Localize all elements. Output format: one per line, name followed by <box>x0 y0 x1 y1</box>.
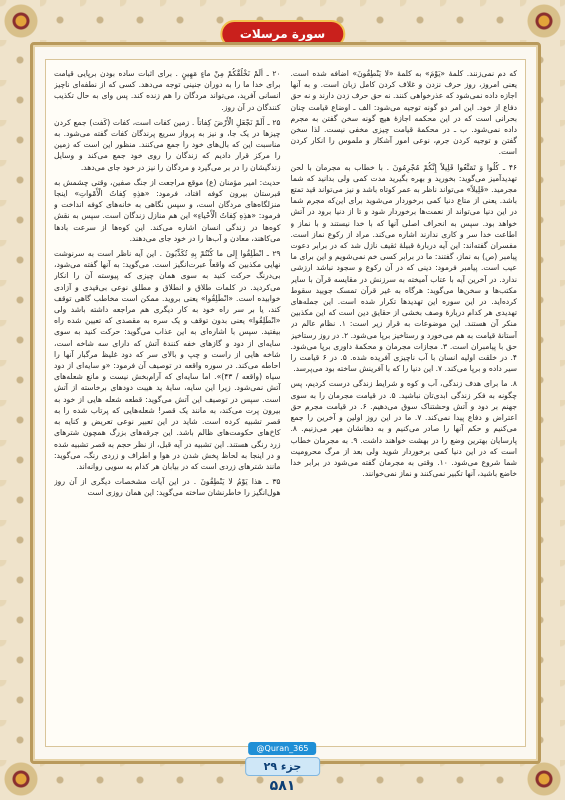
text-frame <box>30 42 541 764</box>
paragraph: ۸. ما برای هدف زندگی، آب و کوه و شرایط زندگی درست کردیم، پس چگونه به فکر زندگی ابدی‌تان نباشید. ۵. در قیامت مجرمان را به سوی جهنم بر دود و آتش وحشتناک سوق می‌دهیم. ۶. در قیامت مجرم حق اعتراض و دفاع پیدا نمی‌کند. ۷. ما در این روز اولین و آخرین را جمع می‌کنیم و حکم آنها را صادر می‌کنیم و به دهانشان مهر می‌زنیم. ۸. پارسایان بهترین وضع را در بهشت خواهند داشت. ۹. به مجرمان خطاب است که در این دنیا کمی برخوردار شوید ولی بعد از مرگ محرومیت شما شروع می‌شود. ۱۰. وقتی به مجرمان گفته می‌شود در برابر خدا خاضع باشید، آنها تکبیر نمی‌کنند و نماز نمی‌خوانند. <box>290 379 517 479</box>
right-column <box>54 68 281 738</box>
paragraph: حدیث: امیر مؤمنان (ع) موقع مراجعت از جنگ صفین، وقتی چشمش به قبرستان بیرون کوفه افتاد، فرمود: «هذِهِ كِفاتُ الْأَمْواتِ» اینجا منزلگاه‌های مردگان است، و سپس نگاهی به خانه‌های کوفه انداخت و فرمود: «هذِهِ كِفاتُ الْأَحْياءِ» این هم منازل زندگان است. سپس به نقش کوه‌ها در زندگی انسان اشاره می‌کند. این کوه‌ها از سرعت بادها می‌کاهند، معادن و آب‌ها را در خود جای می‌دهند. <box>54 177 281 243</box>
paragraph: ۲۵ ـ أَلَمْ نَجْعَلِ الْأَرْضَ كِفاتاً . زمین کفات است، کفات (کَفت) جمع کردن چیزها در یک جا، و نیز به پرواز سریع پرندگان کفات گفته می‌شود. به مناسبت این که بال‌های خود را جمع می‌کنند. منظور این است که زمین را مرکز قرار دادیم که زندگان را روی خود جمع می‌کند و وسایل زندگیشان را در بر می‌گیرد و مردگان را نیز در خود جای می‌دهد. <box>54 117 281 172</box>
paragraph: که دم نمی‌زنند. کلمهٔ «يَوْمَ» به کلمهٔ «لا يَنْطِقُونَ» اضافه شده است. یعنی امروز، روز حرف نزدن و غلاف کردن کامل زبان است. و به آنها اجازه داده نمی‌شود که عذرخواهی کنند. نه حق حرف زدن دارند و نه حق دفاع از خود. این امر دو گونه توجیه می‌شود: الف ـ اوضاع قیامت چنان بحرانی است که در این محکمه اجازهٔ هیچ گونه سخن گفتن به مجرم داده نمی‌شود. ب ـ در محکمهٔ قیامت چیزی مخفی نیست. لذا سخن گفتن و توجیه کردن جرم، نوعی امور آشکار و ملموس را انکار کردن است. <box>290 69 517 157</box>
corner-ornament-icon <box>527 4 561 38</box>
paragraph: ۲۰ ـ أَلَمْ نَخْلُقْكُمْ مِنْ ماءٍ مَهِينٍ . برای اثبات ساده بودن برپایی قیامت برای خدا ما را به دوران جنینی توجه می‌دهد. کسی که از نطفه‌ای ناچیز انسانی آفرید، می‌تواند مردگان را هم زنده کند. پس وای به حال تکذیب کنندگان در آن روز. <box>54 69 281 112</box>
text-area <box>45 59 526 747</box>
juz-label: جزء ۲۹ <box>245 757 321 776</box>
corner-ornament-icon <box>4 4 38 38</box>
page-number: ۵۸۱ <box>269 778 296 794</box>
paragraph: ۳۵ ـ هذا يَوْمُ لا يَنْطِقُونَ . در این آیات مشخصات دیگری از آن روز هول‌انگیز را خاطرنشان ساخته می‌گوید: این همان روزی است <box>54 477 281 498</box>
paragraph: ۲۹ ـ انْطَلِقُوا إِلى ما كُنْتُمْ بِهِ تُكَذِّبُونَ . این آیه ناظر است به سرنوشت نهایی مکذبین که واقعاً عبرت‌انگیز است. می‌گوید: به آنها گفته می‌شود، بی‌درنگ حرکت کنید به سوی همان چیزی که پیوسته آن را انکار می‌کردید. در کلمات طلاق و انطلاق و مطلق نوعی بی‌قیدی و آزادی خوابیده است. «انْطَلِقُوا» یعنی بروید. ممکن است مخاطب گاهی توقف کند، یا بر سر راه خود به کار دیگری هم مراجعه داشته باشد ولی «انْطَلِقُوا» یعنی بدون توقف و یک سره به مقصدی که تعیین شده راه بیفتید. سپس با اشاره‌ای به این عذاب می‌گوید: حرکت کنید به سوی سایه‌ای از دود و گازهای خفه کنندهٔ آتش که دارای سه شاخه است، شاخه هایی از راست و چپ و بالای سر که دود غلیظ مرگبار آنها را احاطه می‌کند. در سوره واقعه در توصیف آن فرمود: «و سایه‌ای از دود سیاه (واقعه / ۴۳)». اما سایه‌ای که آرام‌بخش نیست و مانع شعله‌های آتش نمی‌شود. زیرا این سایه، سایهٔ ید هیبت دودهای برخاسته از آتش است. سپس در توصیف این آتش می‌گوید: قطعه شعله هایی از خود به بیرون پرت می‌کند، به مانند یک قصر! شعله‌هایی که پرتاب شده را به قصر تشبیه کرده است. شاید در این تعبیر نوعی تعریض و کنایه به کاخ‌های حکومت‌های ظالم باشد. این جرقه‌های بزرگ همچون شترهای زرد رنگی هستند. این تشبیه در آیه قبل، از نظر حجم به قصر تشبیه شده و در اینجا به لحاظ پخش شدن در هوا و اطراف و زردی رنگ، می‌گوید: مانند شترهای زردی است که در بیابان هر کدام به سویی روانه‌اند. <box>54 249 281 471</box>
paragraph: ۴۶ ـ كُلُوا وَ تَمَتَّعُوا قَلِيلاً إِنَّكُمْ مُجْرِمُونَ . با خطاب به مجرمان با لحن تهدیدآمیز می‌گوید: بخورید و بهره بگیرید مدت کمی ولی بدانید که شما مجرمید. «قَلِيلاً» می‌تواند ناظر به عمر کوتاه باشد و نیز می‌تواند قید تمتع باشد. یعنی از متاع دنیا کمی برخوردار می‌شوید برای این‌که مجرم شما در این دنیا می‌تواند از نعمت‌ها برخوردار شود و تا از دنیا برود در آتش خواهد بود. سپس به انحراف اصلی آنها که با خدا نیستند و با نماز و اطاعت خدا سر و کاری ندارند اشاره می‌کند. مراد از رکوع نماز است. مفسران گفته‌اند: این آیه دربارهٔ قبیلهٔ ثقیف نازل شد که در برابر دعوت پیامبر (ص) به نماز، گفتند: ما در برابر کسی خم نمی‌شویم و این برای ما عیب است. پیامبر فرمود: دینی که در آن رکوع و سجود نباشد ارزشی ندارد. در آخرین آیه با عتاب آمیخته به سرزنش در مقایسه قرآن با سایر مکتب‌ها و سخن‌ها می‌گوید: هرگاه به غیر قرآن تمسک جویید سقوط کرده‌اید. در این سوره این تهدیدها تکرار شده است. این جمله‌های تهدیدی هر کدام دربارهٔ وصف بخشی از حقایق دین است که این مکذبین منکر آن هستند. این موضوعات به قرار زیر است: ۱. نظام عالم در آستانهٔ قیامت به هم می‌خورد و رستاخیز برپا می‌شود. ۲. در روز رستاخیز حق با پیامبران است. ۳. مجازات مجرمان و محکمهٔ داوری برپا می‌شود. ۴. در خلقت اولیه انسان با آب ناچیزی آفریده شده. ۵. در ۶ قیامت را سیر داده و برپا می‌کند. ۷. این دنیا را که با آفرینش ساخته بود می‌پرسد. <box>290 162 517 374</box>
channel-badge[interactable]: @Quran_365 <box>249 742 317 755</box>
left-column <box>291 68 518 738</box>
page-footer <box>245 736 321 794</box>
surah-title: سورة مرسلات <box>220 20 345 48</box>
corner-ornament-icon <box>4 762 38 796</box>
corner-ornament-icon <box>527 762 561 796</box>
